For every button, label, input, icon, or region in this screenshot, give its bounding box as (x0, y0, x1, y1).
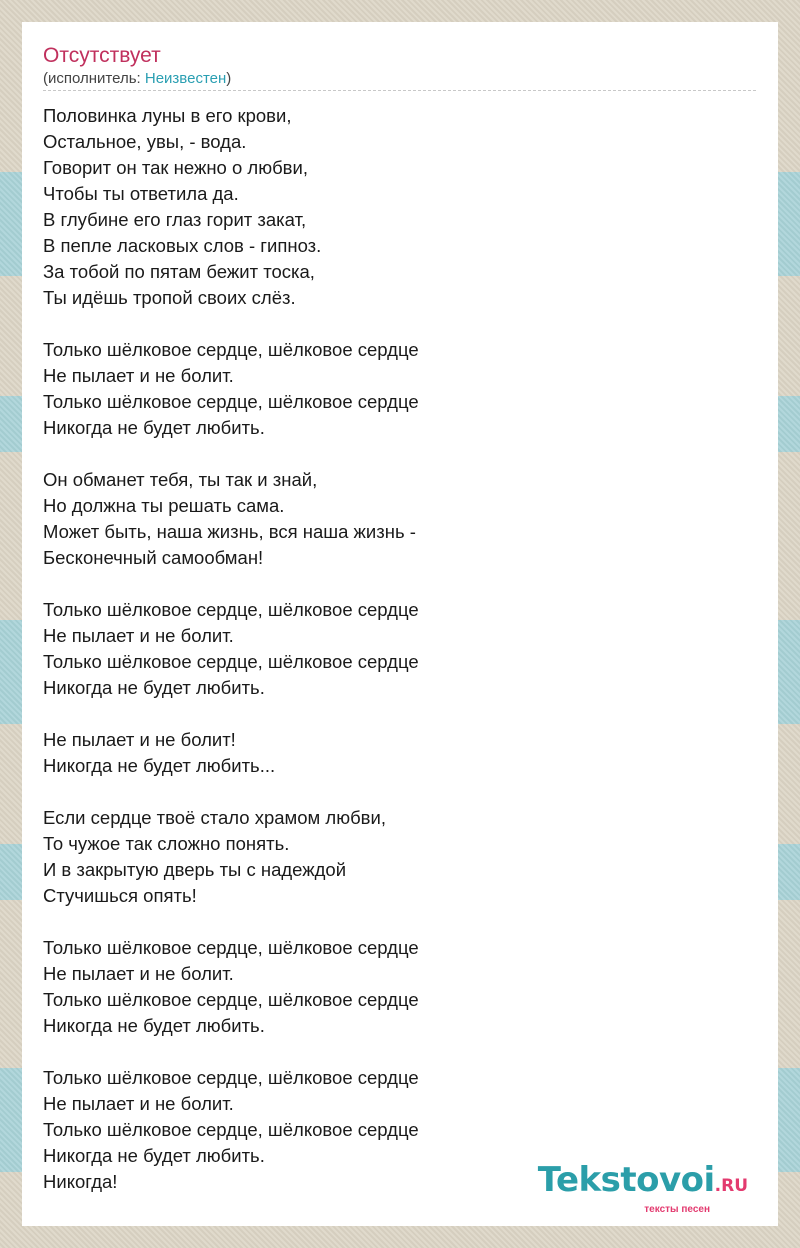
lyric-line: И в закрытую дверь ты с надеждой (43, 859, 347, 880)
lyric-line: Только шёлковое сердце, шёлковое сердце (43, 937, 419, 958)
artist-line (43, 70, 758, 88)
lyric-line: Остальное, увы, - вода. (43, 131, 247, 152)
stanza-break (43, 571, 758, 597)
logo-tld: .RU (714, 1176, 748, 1196)
lyrics-card (22, 22, 778, 1226)
lyric-line: Не пылает и не болит. (43, 1093, 234, 1114)
lyric-line: Чтобы ты ответила да. (43, 183, 239, 204)
logo-tagline: тексты песен (644, 1204, 710, 1215)
lyric-line: Только шёлковое сердце, шёлковое сердце (43, 599, 419, 620)
stanza-break (43, 441, 758, 467)
lyric-line: То чужое так сложно понять. (43, 833, 290, 854)
lyric-line: Он обманет тебя, ты так и знай, (43, 469, 318, 490)
lyric-line: Не пылает и не болит. (43, 625, 234, 646)
lyric-line: Только шёлковое сердце, шёлковое сердце (43, 391, 419, 412)
stanza-break (43, 311, 758, 337)
stanza-break (43, 701, 758, 727)
lyric-line: Никогда не будет любить. (43, 677, 265, 698)
artist-suffix: ) (226, 70, 232, 87)
artist-prefix: (исполнитель: (43, 70, 145, 87)
lyric-line: Бесконечный самообман! (43, 547, 264, 568)
lyric-line: Но должна ты решать сама. (43, 495, 285, 516)
lyric-line: Не пылает и не болит. (43, 365, 234, 386)
divider (43, 90, 756, 91)
lyric-line: Никогда! (43, 1171, 118, 1192)
lyric-line: Никогда не будет любить. (43, 1145, 265, 1166)
lyric-line: Может быть, наша жизнь, вся наша жизнь - (43, 521, 416, 542)
stanza-break (43, 1039, 758, 1065)
lyric-line: Только шёлковое сердце, шёлковое сердце (43, 989, 419, 1010)
site-logo[interactable] (537, 1160, 748, 1215)
lyric-line: За тобой по пятам бежит тоска, (43, 261, 315, 282)
lyric-line: Никогда не будет любить. (43, 1015, 265, 1036)
lyric-line: В глубине его глаз горит закат, (43, 209, 307, 230)
lyric-line: Если сердце твоё стало храмом любви, (43, 807, 386, 828)
lyric-line: Не пылает и не болит! (43, 729, 236, 750)
lyric-line: Стучишься опять! (43, 885, 197, 906)
lyric-line: Только шёлковое сердце, шёлковое сердце (43, 651, 419, 672)
song-title: Отсутствует (43, 44, 161, 67)
lyric-line: Половинка луны в его крови, (43, 105, 292, 126)
lyric-line: Не пылает и не болит. (43, 963, 234, 984)
lyric-line: Никогда не будет любить... (43, 755, 276, 776)
lyric-line: Только шёлковое сердце, шёлковое сердце (43, 339, 419, 360)
lyric-line: Ты идёшь тропой своих слёз. (43, 287, 296, 308)
lyric-line: Говорит он так нежно о любви, (43, 157, 308, 178)
logo-brand (538, 1162, 748, 1204)
stanza-break (43, 909, 758, 935)
lyrics-text (43, 103, 758, 1195)
lyric-line: Только шёлковое сердце, шёлковое сердце (43, 1119, 419, 1140)
artist-link[interactable]: Неизвестен (144, 70, 227, 87)
lyric-line: Никогда не будет любить. (43, 417, 265, 438)
lyric-line: Только шёлковое сердце, шёлковое сердце (43, 1067, 419, 1088)
stanza-break (43, 779, 758, 805)
logo-brand-name: Tekstovoi (537, 1160, 715, 1200)
lyric-line: В пепле ласковых слов - гипноз. (43, 235, 322, 256)
